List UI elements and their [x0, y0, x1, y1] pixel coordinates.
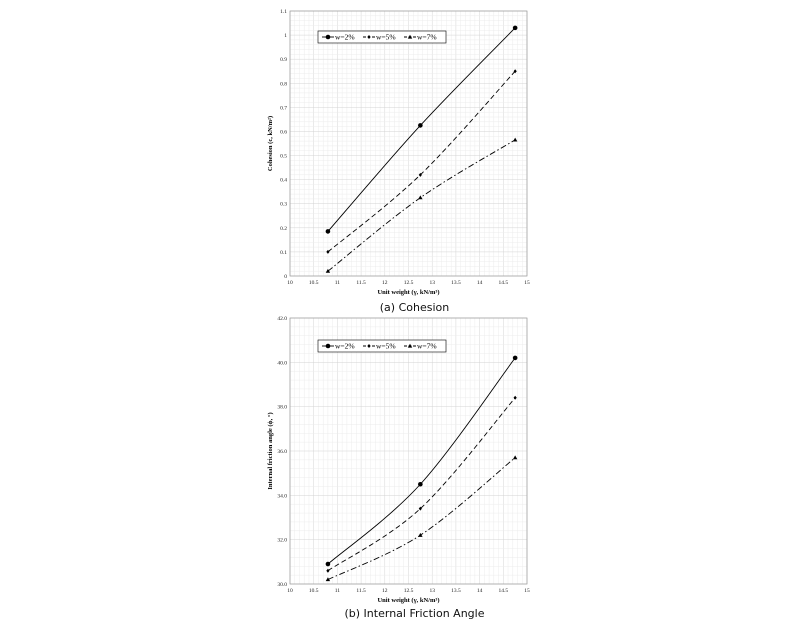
x-tick-label: 10.5: [308, 588, 319, 594]
data-point-series-1: [326, 562, 331, 567]
x-tick-label: 12: [382, 588, 388, 594]
chart-panel-1: [267, 9, 530, 314]
x-axis-label: Unit weight (γ, kN/m³): [377, 289, 440, 296]
y-axis-label: Internal friction angle (ϕ, °): [267, 412, 274, 490]
x-tick-label: 14.5: [498, 588, 509, 594]
y-tick-label: 0.6: [280, 129, 287, 136]
y-tick-label: 32.0: [277, 537, 287, 544]
data-point-series-1: [418, 123, 423, 128]
y-tick-label: 1.1: [280, 9, 287, 15]
x-tick-label: 13.5: [451, 588, 461, 594]
legend-label-1: w=2%: [335, 341, 355, 351]
y-tick-label: 0.8: [280, 81, 287, 88]
data-point-series-3: [513, 455, 517, 459]
x-tick-label: 13: [429, 280, 435, 286]
x-tick-label: 12.5: [403, 280, 414, 286]
y-tick-label: 0.9: [280, 57, 287, 64]
data-point-series-1: [513, 356, 518, 361]
x-tick-label: 15: [524, 588, 530, 594]
x-axis-label: Unit weight (γ, kN/m³): [377, 597, 440, 604]
x-tick-label: 14.5: [498, 280, 509, 286]
x-tick-label: 13.5: [451, 280, 461, 286]
y-tick-label: 0.4: [280, 177, 287, 184]
y-tick-label: 30.0: [277, 582, 287, 588]
x-tick-label: 11.5: [356, 588, 366, 594]
y-tick-label: 36.0: [277, 449, 287, 455]
legend: [318, 340, 446, 352]
data-point-series-1: [513, 26, 518, 31]
y-tick-label: 1: [284, 33, 287, 40]
data-point-series-1: [326, 229, 331, 234]
x-tick-label: 14: [476, 588, 483, 594]
y-tick-label: 34.0: [277, 493, 287, 500]
legend-label-3: w=7%: [417, 341, 437, 351]
legend-label-2: w=5%: [376, 32, 396, 42]
chart-panel-2: [267, 316, 530, 620]
y-tick-label: 0.2: [280, 225, 287, 232]
x-tick-label: 10: [287, 280, 293, 286]
x-tick-label: 10: [287, 588, 293, 594]
gridlines: [290, 318, 527, 584]
y-tick-label: 40.0: [277, 360, 287, 367]
y-axis-label: Cohesion (c, kN/m²): [267, 115, 274, 172]
legend-marker-1: [326, 35, 331, 40]
data-point-series-3: [513, 138, 517, 142]
figure-caption: (b) Internal Friction Angle: [344, 607, 485, 620]
data-point-series-3: [418, 195, 422, 199]
y-tick-label: 0.5: [280, 153, 287, 160]
x-tick-label: 15: [524, 280, 530, 286]
legend: [318, 31, 446, 43]
x-tick-label: 12: [382, 280, 388, 286]
x-tick-label: 14: [476, 280, 483, 286]
x-tick-label: 11: [334, 588, 341, 594]
x-tick-label: 12.5: [403, 588, 414, 594]
legend-label-2: w=5%: [376, 341, 396, 351]
series-line-3: [328, 458, 515, 580]
x-tick-label: 11.5: [356, 280, 366, 286]
figure-caption: (a) Cohesion: [379, 301, 450, 314]
legend-label-1: w=2%: [335, 32, 355, 42]
legend-marker-1: [326, 344, 331, 349]
data-point-series-3: [418, 533, 422, 537]
legend-label-3: w=7%: [417, 32, 437, 42]
x-tick-label: 11: [334, 280, 341, 286]
y-tick-label: 0.7: [280, 105, 287, 112]
y-tick-label: 0: [284, 274, 287, 280]
x-tick-label: 13: [429, 588, 435, 594]
gridlines: [290, 11, 527, 276]
y-tick-label: 38.0: [277, 404, 287, 411]
series-line-2: [328, 71, 515, 252]
data-point-series-2: [326, 569, 329, 573]
data-point-series-1: [418, 482, 423, 487]
y-tick-label: 0.1: [280, 249, 287, 256]
y-tick-label: 42.0: [277, 316, 287, 322]
series-line-1: [328, 28, 515, 232]
x-tick-label: 10.5: [308, 280, 319, 286]
y-tick-label: 0.3: [280, 201, 287, 208]
data-point-series-2: [514, 396, 517, 400]
series-line-3: [328, 140, 515, 271]
